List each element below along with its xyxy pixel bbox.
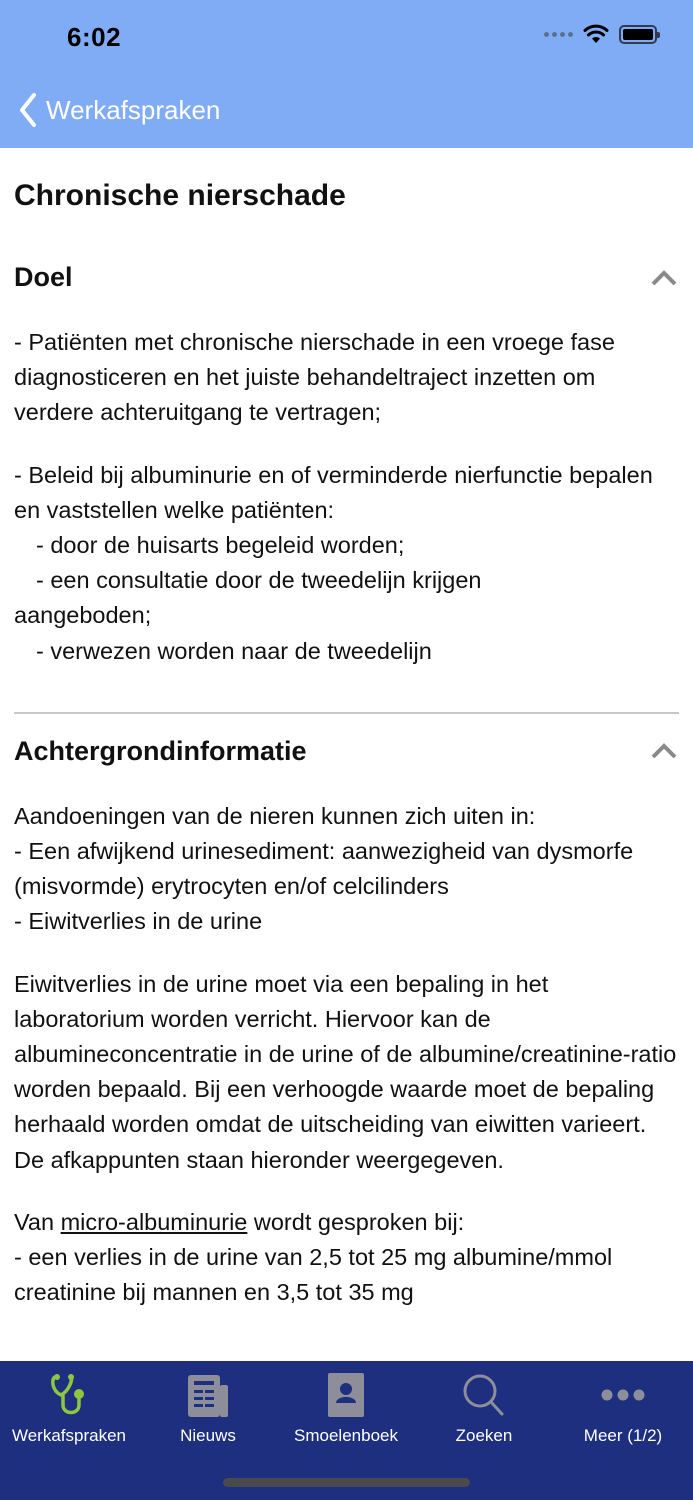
- paragraph: - Patiënten met chronische nierschade in een vroege fase diagnosticeren en het juiste behandeltraject inzetten om verdere achteruitgang te vertragen;: [14, 329, 615, 426]
- paragraph: [14, 799, 679, 940]
- section-title: Achtergrondinformatie: [14, 735, 307, 766]
- contact-book-icon: [327, 1373, 365, 1417]
- paragraph-line: - een verlies in de urine van 2,5 tot 25 mg albumine/mmol creatinine bij mannen en 3,5 tot 35 mg: [14, 1244, 613, 1306]
- tab-label: Meer (1/2): [583, 1426, 663, 1445]
- micro-albuminurie-link[interactable]: micro-albuminurie: [60, 1208, 248, 1235]
- chevron-up-icon: [651, 270, 677, 286]
- paragraph-intro: - Beleid bij albuminurie en of verminderde nierfunctie bepalen en vaststellen welke patiënten:: [14, 461, 653, 523]
- collapse-toggle[interactable]: [649, 740, 679, 762]
- section-body-doel: [14, 325, 679, 669]
- more-icon: [600, 1388, 646, 1402]
- section-divider: [14, 712, 679, 714]
- page-title: Chronische nierschade: [14, 179, 346, 212]
- navigation-header: [0, 0, 693, 148]
- search-icon: [462, 1373, 506, 1417]
- stethoscope-icon: [47, 1373, 91, 1417]
- section-title: Doel: [14, 262, 73, 292]
- tab-label: Smoelenboek: [294, 1426, 398, 1445]
- text: Van: [14, 1208, 61, 1235]
- section-body-achtergrondinformatie: [14, 799, 679, 1311]
- tab-nieuws[interactable]: [139, 1361, 277, 1451]
- battery-icon: [619, 25, 657, 44]
- chevron-left-icon: [18, 92, 38, 128]
- back-button-label: Werkafspraken: [46, 94, 221, 125]
- back-button[interactable]: [18, 92, 220, 128]
- list-item: - verwezen worden naar de tweedelijn: [36, 637, 432, 664]
- wifi-icon: [583, 24, 609, 44]
- paragraph: [14, 1205, 679, 1311]
- chevron-up-icon: [651, 743, 677, 759]
- status-time: 6:02: [67, 22, 122, 52]
- tab-label: Nieuws: [180, 1426, 236, 1445]
- paragraph: Eiwitverlies in de urine moet via een bepaling in het laboratorium worden verricht. Hiervoor kan de albumineconcentratie in de urine of de albumine/creatinine-ratio worden bepaald. Bij een verhoogde waarde moet de bepaling herhaald worden omdat de uitscheiding van eiwitten varieert. De afkappunten staan hieronder weergegeven.: [14, 970, 677, 1173]
- paragraph: [14, 458, 679, 669]
- newspaper-icon: [186, 1373, 230, 1417]
- tab-label: Werkafspraken: [11, 1426, 126, 1445]
- list-item: - door de huisarts begeleid worden;: [36, 532, 405, 559]
- tab-smoelenboek[interactable]: [277, 1361, 415, 1451]
- tab-meer[interactable]: [554, 1361, 692, 1451]
- list-item: - een consultatie door de tweedelijn krijgen: [36, 567, 482, 594]
- collapse-toggle[interactable]: [649, 267, 679, 289]
- cellular-signal-icon: [544, 32, 573, 37]
- section-header-achtergrondinformatie[interactable]: [14, 736, 679, 767]
- paragraph-line: - Een afwijkend urinesediment: aanwezigheid van dysmorfe (misvormde) erytrocyten en/of celcilinders: [14, 838, 634, 900]
- text: wordt gesproken bij:: [247, 1208, 465, 1235]
- paragraph-line: - Eiwitverlies in de urine: [14, 908, 263, 935]
- paragraph-line: Aandoeningen van de nieren kunnen zich uiten in:: [14, 802, 536, 829]
- home-indicator[interactable]: [223, 1478, 470, 1487]
- tab-zoeken[interactable]: [415, 1361, 553, 1451]
- list-item-wrap: aangeboden;: [14, 602, 152, 629]
- status-icons: [544, 24, 657, 44]
- content-scroll-area[interactable]: [0, 148, 693, 1361]
- tab-label: Zoeken: [455, 1426, 513, 1445]
- tab-werkafspraken[interactable]: [0, 1361, 138, 1451]
- section-header-doel[interactable]: [14, 262, 679, 293]
